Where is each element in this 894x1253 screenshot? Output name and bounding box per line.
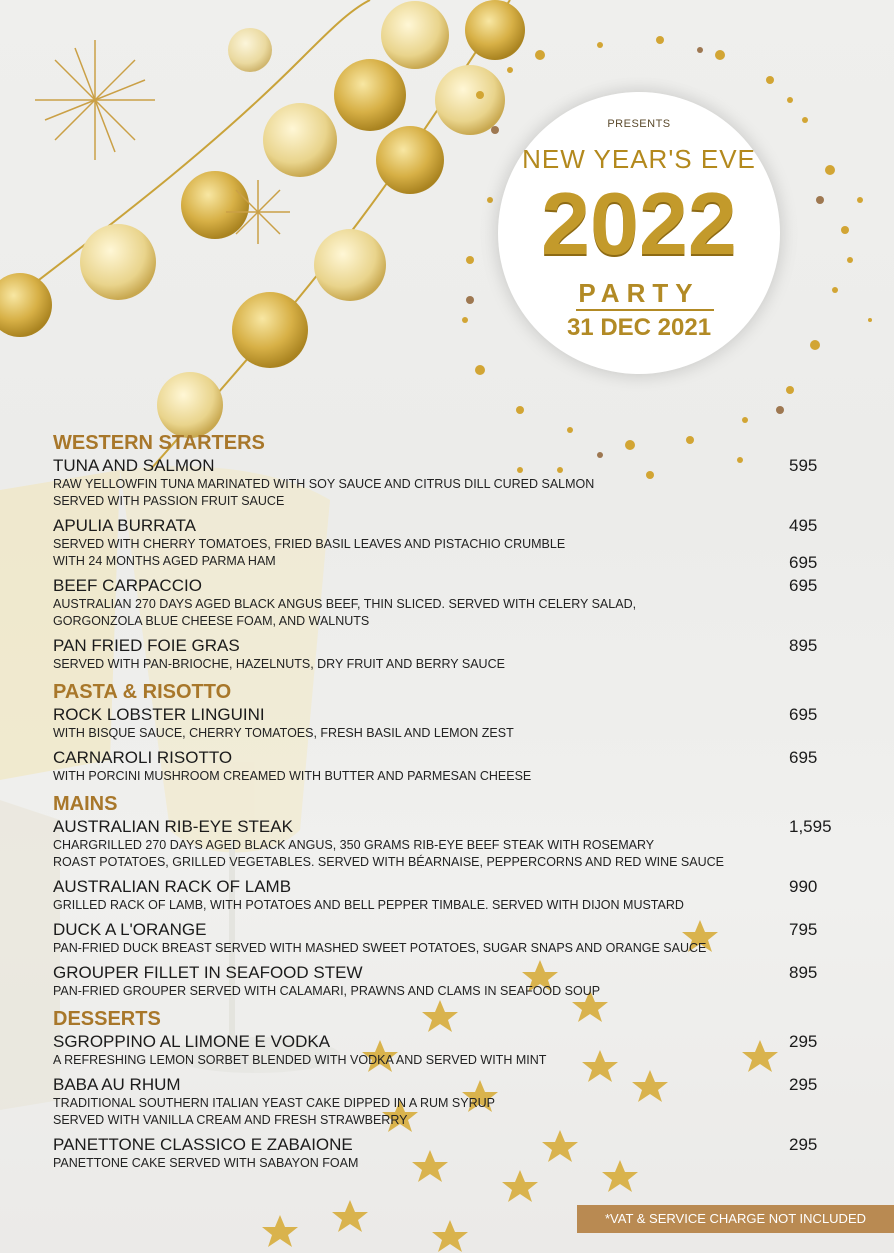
menu-item	[53, 1032, 843, 1069]
item-price: 295	[789, 1075, 818, 1094]
menu-item	[53, 877, 843, 914]
item-description: SERVED WITH CHERRY TOMATOES, FRIED BASIL LEAVES AND PISTACHIO CRUMBLE	[53, 537, 566, 551]
item-description: GRILLED RACK OF LAMB, WITH POTATOES AND BELL PEPPER TIMBALE. SERVED WITH DIJON MUSTARD	[53, 898, 684, 912]
menu-item	[53, 636, 843, 673]
event-year: 2022	[541, 174, 737, 273]
menu	[53, 430, 843, 1178]
item-price: 990	[789, 877, 818, 896]
party-label: PARTY	[578, 278, 700, 308]
item-name: AUSTRALIAN RIB-EYE STEAK	[53, 817, 293, 836]
menu-section	[53, 1006, 843, 1172]
menu-item	[53, 748, 843, 785]
item-description: TRADITIONAL SOUTHERN ITALIAN YEAST CAKE DIPPED IN A RUM SYRUP	[53, 1096, 495, 1110]
item-name: DUCK A L'ORANGE	[53, 920, 207, 939]
item-name: BABA AU RHUM	[53, 1075, 181, 1094]
garland-discs	[0, 0, 525, 438]
item-description: WITH BISQUE SAUCE, CHERRY TOMATOES, FRESH BASIL AND LEMON ZEST	[53, 726, 514, 740]
item-price: 695	[789, 576, 818, 595]
item-description: PAN-FRIED DUCK BREAST SERVED WITH MASHED SWEET POTATOES, SUGAR SNAPS AND ORANGE SAUCE	[53, 941, 707, 955]
item-description: WITH 24 MONTHS AGED PARMA HAM	[53, 554, 276, 568]
item-description: SERVED WITH PAN-BRIOCHE, HAZELNUTS, DRY FRUIT AND BERRY SAUCE	[53, 657, 505, 671]
item-price: 895	[789, 636, 818, 655]
menu-item	[53, 456, 843, 510]
item-name: GROUPER FILLET IN SEAFOOD STEW	[53, 963, 363, 982]
section-title: PASTA & RISOTTO	[53, 681, 232, 703]
menu-item	[53, 1075, 843, 1129]
item-description: A REFRESHING LEMON SORBET BLENDED WITH VODKA AND SERVED WITH MINT	[53, 1053, 547, 1067]
item-name: CARNAROLI RISOTTO	[53, 748, 233, 767]
menu-section	[53, 791, 843, 1000]
event-badge	[498, 92, 780, 374]
section-title: WESTERN STARTERS	[53, 432, 265, 454]
item-price: 495	[789, 516, 818, 535]
item-name: TUNA AND SALMON	[53, 456, 215, 475]
item-price: 695	[789, 748, 818, 767]
item-price: 795	[789, 920, 818, 939]
item-description: RAW YELLOWFIN TUNA MARINATED WITH SOY SAUCE AND CITRUS DILL CURED SALMON	[53, 477, 595, 491]
menu-section	[53, 430, 843, 673]
item-description: PANETTONE CAKE SERVED WITH SABAYON FOAM	[53, 1156, 359, 1170]
event-title: NEW YEAR'S EVE	[522, 144, 756, 174]
menu-item	[53, 705, 843, 742]
party-underline	[576, 309, 714, 311]
menu-item	[53, 817, 843, 871]
item-description: GORGONZOLA BLUE CHEESE FOAM, AND WALNUTS	[53, 614, 370, 628]
item-price: 295	[789, 1135, 818, 1154]
item-name: SGROPPINO AL LIMONE E VODKA	[53, 1032, 331, 1051]
menu-item	[53, 516, 843, 570]
menu-item	[53, 963, 843, 1000]
item-name: PAN FRIED FOIE GRAS	[53, 636, 240, 655]
item-description: SERVED WITH VANILLA CREAM AND FRESH STRAWBERRY	[53, 1113, 408, 1127]
item-price: 1,595	[789, 817, 832, 836]
menu-item	[53, 920, 843, 957]
item-description: WITH PORCINI MUSHROOM CREAMED WITH BUTTER AND PARMESAN CHEESE	[53, 769, 532, 783]
section-title: DESSERTS	[53, 1008, 161, 1030]
item-price: 595	[789, 456, 818, 475]
item-price: 895	[789, 963, 818, 982]
section-title: MAINS	[53, 793, 118, 815]
event-date: 31 DEC 2021	[566, 314, 712, 341]
item-description: SERVED WITH PASSION FRUIT SAUCE	[53, 494, 285, 508]
item-description: CHARGRILLED 270 DAYS AGED BLACK ANGUS, 350 GRAMS RIB-EYE BEEF STEAK WITH ROSEMARY	[53, 838, 655, 852]
item-price: 695	[789, 705, 818, 724]
item-name: PANETTONE CLASSICO E ZABAIONE	[53, 1135, 353, 1154]
vat-note: *VAT & SERVICE CHARGE NOT INCLUDED	[577, 1205, 894, 1233]
item-name: AUSTRALIAN RACK OF LAMB	[53, 877, 292, 896]
menu-item	[53, 576, 843, 630]
menu-item	[53, 1135, 843, 1172]
item-name: BEEF CARPACCIO	[53, 576, 202, 595]
item-description: ROAST POTATOES, GRILLED VEGETABLES. SERVED WITH BÉARNAISE, PEPPERCORNS AND RED WINE SAUCE	[53, 855, 724, 869]
item-description: PAN-FRIED GROUPER SERVED WITH CALAMARI, PRAWNS AND CLAMS IN SEAFOOD SOUP	[53, 984, 601, 998]
presents-label: PRESENTS	[607, 118, 671, 130]
item-description: AUSTRALIAN 270 DAYS AGED BLACK ANGUS BEEF, THIN SLICED. SERVED WITH CELERY SALAD,	[53, 597, 637, 611]
item-price-alt: 695	[789, 553, 818, 572]
item-price: 295	[789, 1032, 818, 1051]
item-name: ROCK LOBSTER LINGUINI	[53, 705, 265, 724]
menu-section	[53, 679, 843, 785]
item-name: APULIA BURRATA	[53, 516, 196, 535]
